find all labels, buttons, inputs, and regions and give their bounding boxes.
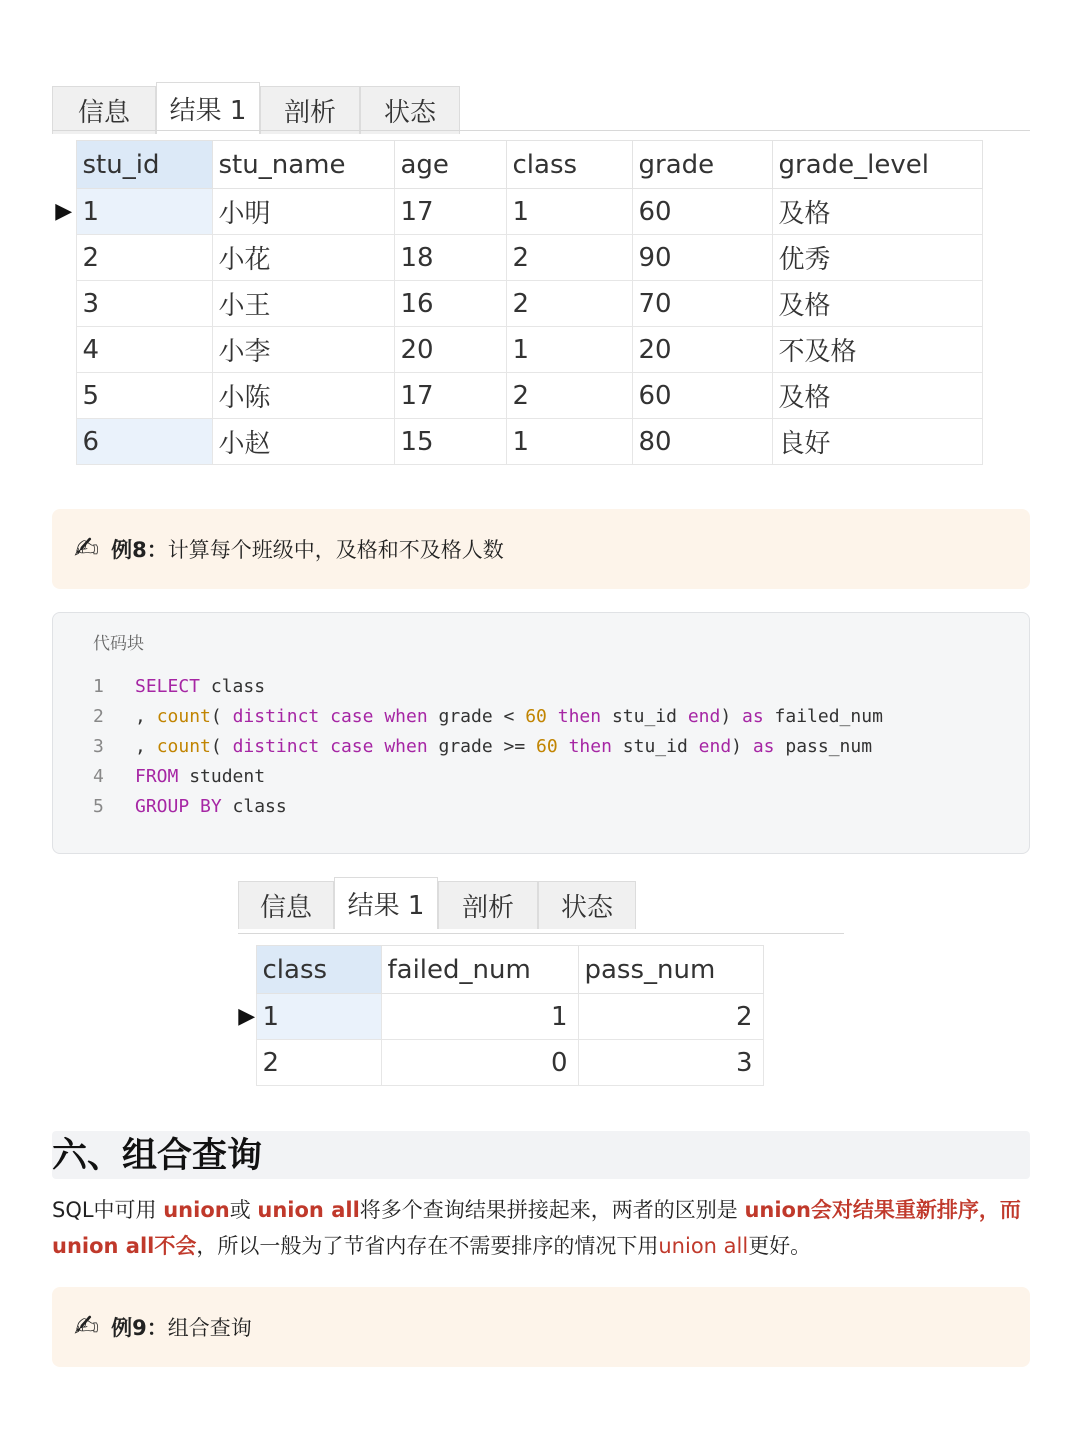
writing-hand-icon: ✍	[74, 1309, 100, 1344]
table-cell[interactable]: 2	[506, 373, 632, 419]
table-cell[interactable]: 2	[578, 994, 763, 1040]
column-header[interactable]: age	[394, 141, 506, 189]
example-8-text: 计算每个班级中，及格和不及格人数	[167, 538, 504, 562]
line-number: 4	[93, 765, 104, 787]
table-row[interactable]	[52, 281, 982, 327]
table-cell[interactable]: 17	[394, 189, 506, 235]
table-cell[interactable]: 1	[76, 189, 212, 235]
table-cell[interactable]: 2	[76, 235, 212, 281]
tab-result-1[interactable]: 结果 1	[156, 82, 260, 134]
table-cell[interactable]: 1	[506, 419, 632, 465]
code-line: 1 SELECT class	[93, 675, 266, 697]
code-line: 3 , count ( distinct case when grade >= 60 then stu_id end ) as pass_num	[93, 735, 873, 757]
table-cell[interactable]: 及格	[772, 281, 982, 327]
table-cell[interactable]: 0	[381, 1040, 578, 1086]
table-cell[interactable]: 良好	[772, 419, 982, 465]
column-header[interactable]: grade_level	[772, 141, 982, 189]
tab-info[interactable]: 信息	[238, 881, 334, 929]
highlight-union-all-plain: union all	[658, 1234, 749, 1258]
tab-profile[interactable]: 剖析	[438, 881, 538, 929]
table-cell[interactable]: 小陈	[212, 373, 394, 419]
highlight-union: union	[163, 1198, 230, 1222]
highlight-union-all: union all	[257, 1198, 360, 1222]
example-8-label: 例8：	[111, 538, 168, 562]
result-tabs-2	[238, 877, 636, 929]
table-cell[interactable]: 18	[394, 235, 506, 281]
tab-info[interactable]: 信息	[52, 86, 156, 134]
code-block-caption: 代码块	[93, 634, 144, 654]
table-row[interactable]	[52, 373, 982, 419]
table-cell[interactable]: 2	[506, 281, 632, 327]
example-9-label: 例9：	[111, 1316, 168, 1340]
table-cell[interactable]: 3	[76, 281, 212, 327]
column-header[interactable]: failed_num	[381, 946, 578, 994]
writing-hand-icon: ✍	[74, 531, 100, 566]
result-panel-2	[238, 877, 844, 1085]
table-cell[interactable]: 3	[578, 1040, 763, 1086]
table-cell[interactable]: 16	[394, 281, 506, 327]
text-run: 将多个查询结果拼接起来，两者的区别是	[359, 1198, 745, 1222]
table-cell[interactable]: 1	[381, 994, 578, 1040]
line-number: 5	[93, 795, 104, 817]
table-cell[interactable]: 15	[394, 419, 506, 465]
table-cell[interactable]: 1	[256, 994, 381, 1040]
row-pointer-icon: ▶	[52, 189, 76, 235]
result-panel-1	[52, 82, 1030, 474]
line-number: 1	[93, 675, 104, 697]
result-table-2	[238, 945, 764, 1086]
text-run: ，所以一般为了节省内存在不需要排序的情况下用	[196, 1234, 659, 1258]
column-header[interactable]: stu_id	[76, 141, 212, 189]
table-row[interactable]	[52, 189, 982, 235]
table-cell[interactable]: 2	[506, 235, 632, 281]
table-cell[interactable]: 6	[76, 419, 212, 465]
table-cell[interactable]: 小赵	[212, 419, 394, 465]
example-9-callout	[52, 1287, 1030, 1367]
column-header[interactable]: pass_num	[578, 946, 763, 994]
table-row[interactable]	[238, 994, 763, 1040]
table-cell[interactable]: 4	[76, 327, 212, 373]
tab-result-1[interactable]: 结果 1	[334, 877, 438, 929]
column-header[interactable]: stu_name	[212, 141, 394, 189]
text-run: 更好。	[748, 1234, 812, 1258]
text-run: 或	[229, 1198, 258, 1222]
example-8-callout	[52, 509, 1030, 589]
table-cell[interactable]: 5	[76, 373, 212, 419]
column-header[interactable]: grade	[632, 141, 772, 189]
table-cell[interactable]: 90	[632, 235, 772, 281]
table-row[interactable]	[52, 235, 982, 281]
table-cell[interactable]: 小明	[212, 189, 394, 235]
table-cell[interactable]: 小王	[212, 281, 394, 327]
section-title: 六、组合查询	[52, 1136, 263, 1176]
table-cell[interactable]: 80	[632, 419, 772, 465]
table-cell[interactable]: 1	[506, 189, 632, 235]
table-cell[interactable]: 优秀	[772, 235, 982, 281]
code-line: 2 , count ( distinct case when grade < 60 then stu_id end ) as failed_num	[93, 705, 883, 727]
table-cell[interactable]: 20	[394, 327, 506, 373]
text-run: SQL中可用	[52, 1198, 164, 1222]
table-cell[interactable]: 及格	[772, 373, 982, 419]
section-heading-bar	[52, 1131, 1030, 1179]
row-pointer-icon: ▶	[238, 994, 256, 1040]
table-cell[interactable]: 及格	[772, 189, 982, 235]
table-cell[interactable]: 1	[506, 327, 632, 373]
code-block	[52, 612, 1030, 854]
table-cell[interactable]: 70	[632, 281, 772, 327]
table-cell[interactable]: 60	[632, 373, 772, 419]
highlight-difference: union会对结果重新排序，而 union all不会	[52, 1198, 1021, 1258]
table-cell[interactable]: 60	[632, 189, 772, 235]
table-cell[interactable]: 17	[394, 373, 506, 419]
table-cell[interactable]: 20	[632, 327, 772, 373]
table-cell[interactable]: 小李	[212, 327, 394, 373]
code-line: 5 GROUP BY class	[93, 795, 287, 817]
column-header[interactable]: class	[506, 141, 632, 189]
table-row[interactable]	[238, 1040, 763, 1086]
code-line: 4 FROM student	[93, 765, 266, 787]
table-row[interactable]	[52, 419, 982, 465]
line-number: 2	[93, 705, 104, 727]
tab-status[interactable]: 状态	[360, 86, 460, 134]
result-table-1	[52, 140, 983, 465]
column-header[interactable]: class	[256, 946, 381, 994]
table-header	[52, 141, 982, 189]
table-header	[238, 946, 763, 994]
tab-status[interactable]: 状态	[538, 881, 636, 929]
table-row[interactable]	[52, 327, 982, 373]
line-number: 3	[93, 735, 104, 757]
example-9-text: 组合查询	[167, 1316, 252, 1340]
code-lines	[93, 671, 883, 821]
body-paragraph	[52, 1192, 1030, 1264]
result-tabs-1	[52, 82, 460, 134]
table-cell[interactable]: 2	[256, 1040, 381, 1086]
tab-profile[interactable]: 剖析	[260, 86, 360, 134]
table-cell[interactable]: 小花	[212, 235, 394, 281]
table-cell[interactable]: 不及格	[772, 327, 982, 373]
